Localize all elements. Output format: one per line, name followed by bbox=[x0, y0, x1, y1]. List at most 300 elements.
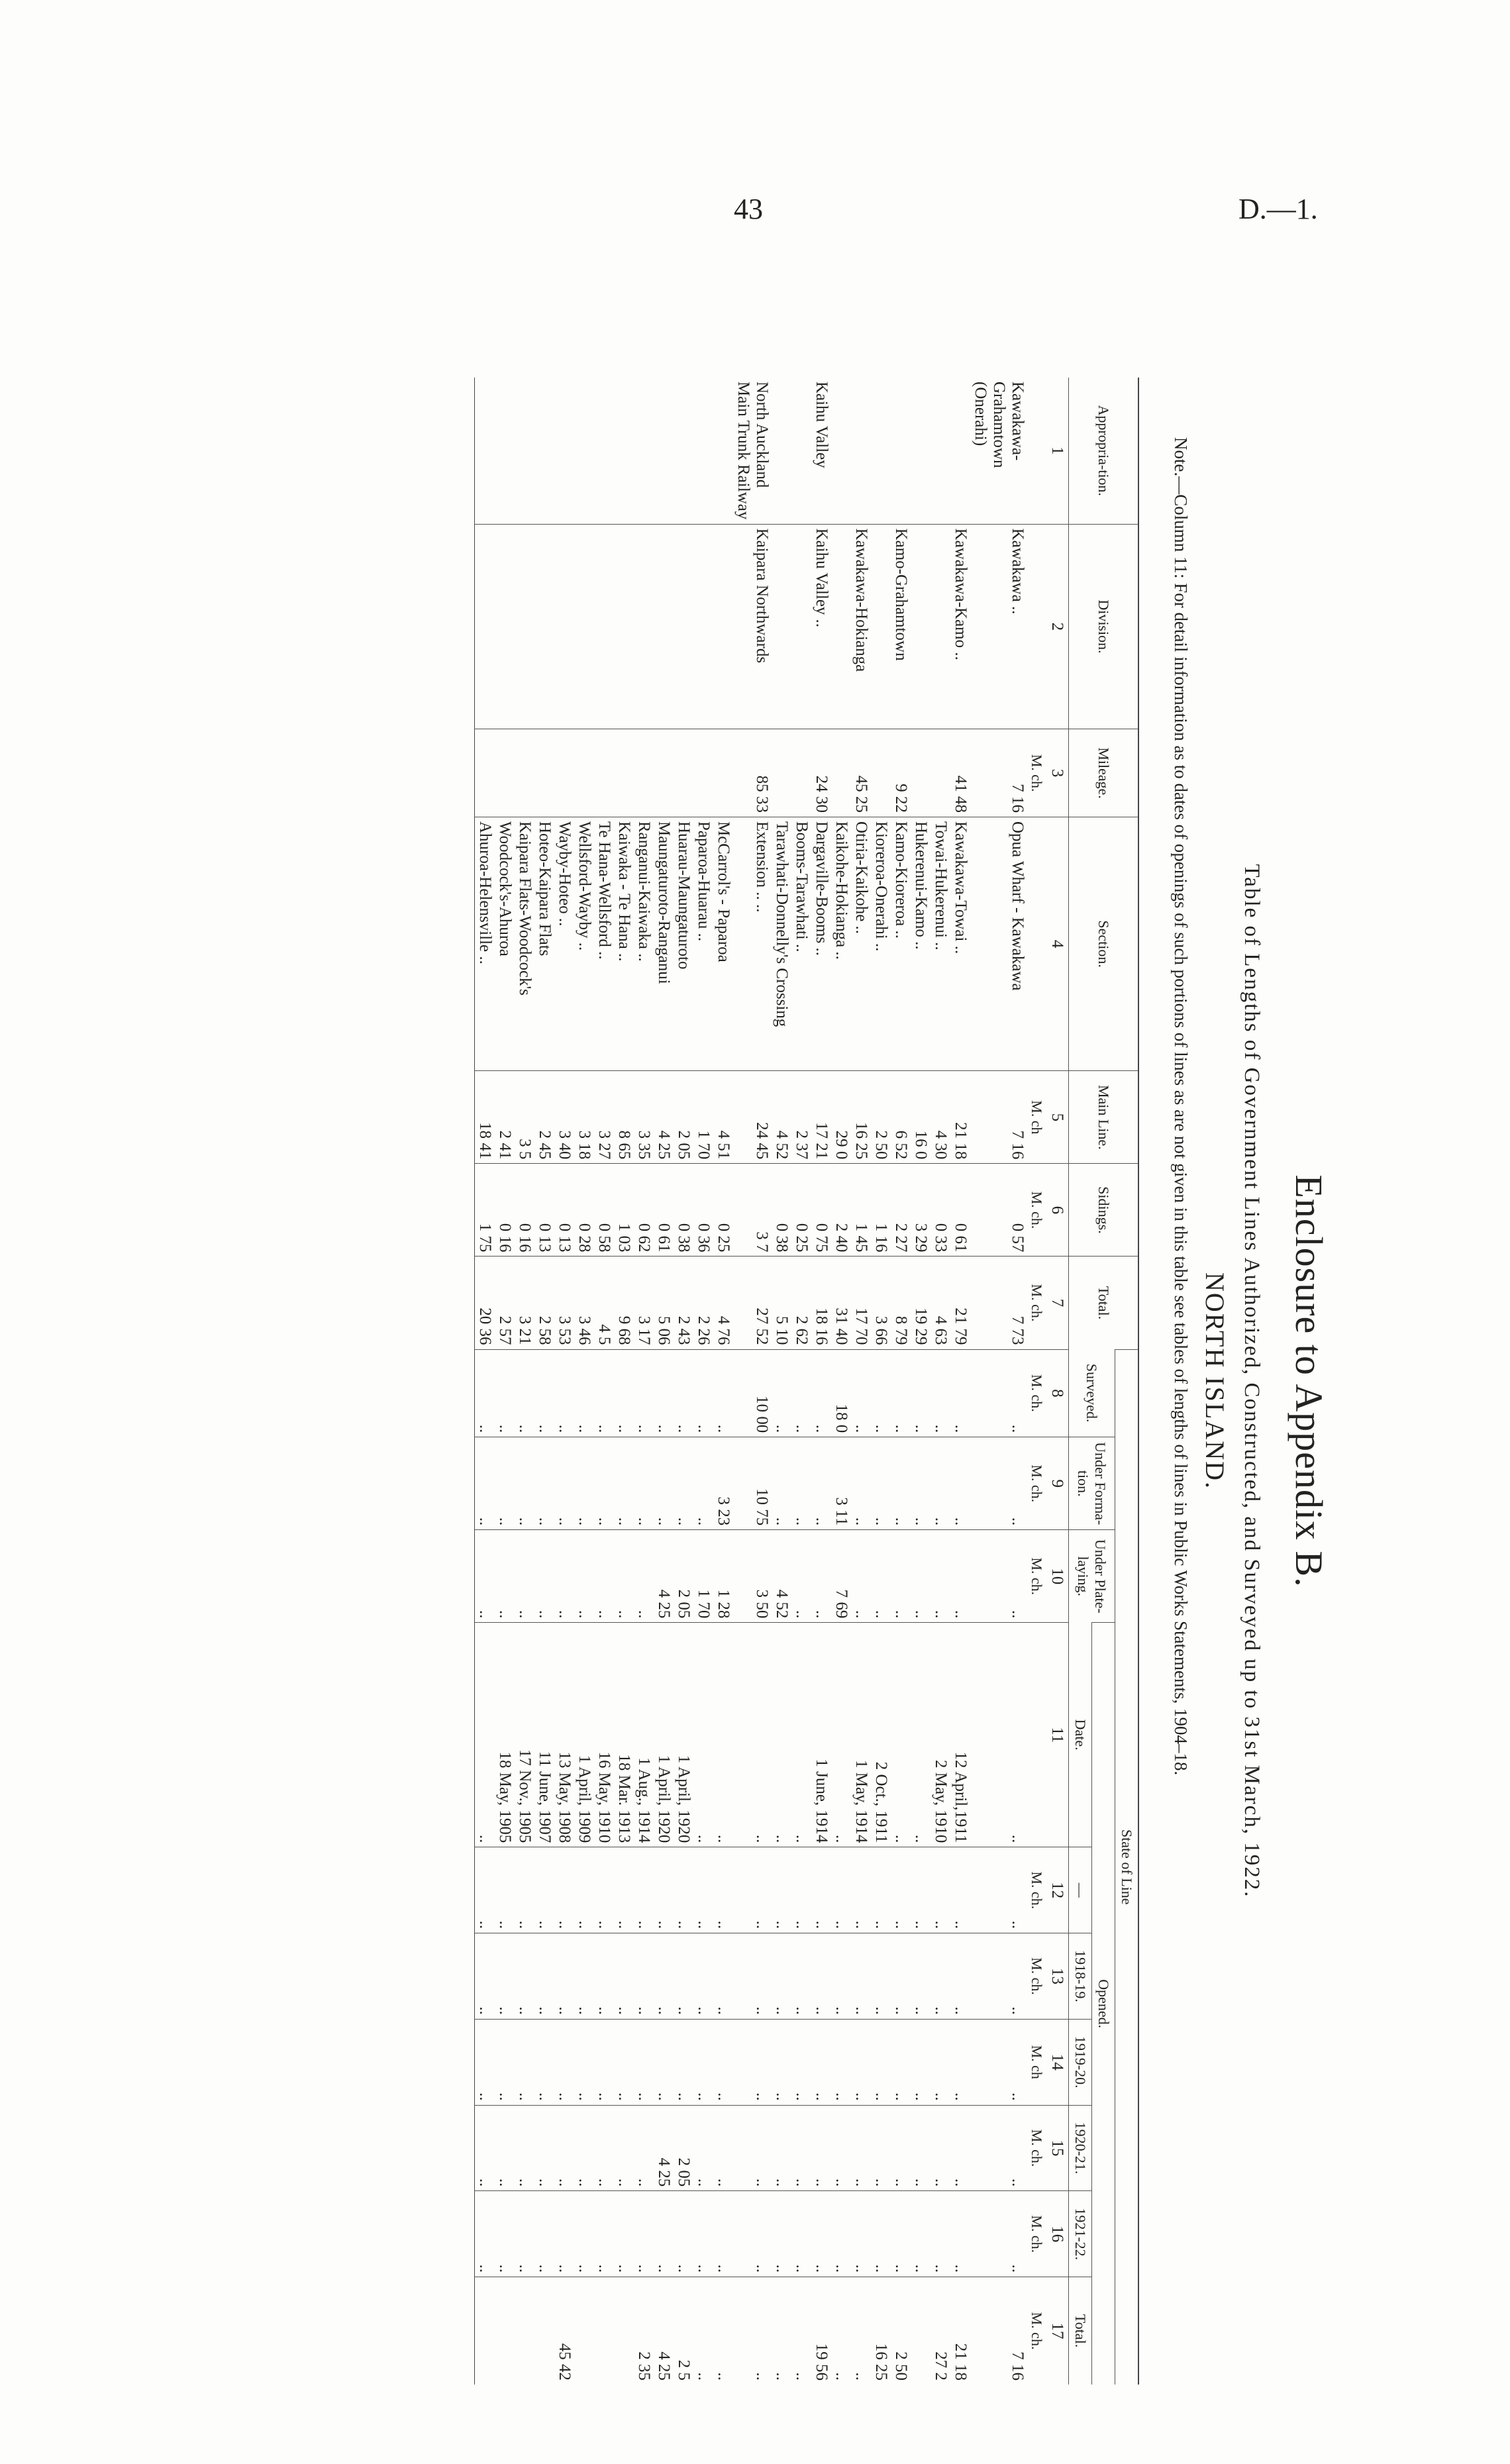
date-opened-cell: 17 Nov., 1905 bbox=[515, 1623, 534, 1847]
section-cell: Wellsford-Wayby .. bbox=[574, 817, 594, 1070]
opened-1919-20-cell: .. bbox=[831, 2019, 851, 2105]
opened-1920-21-cell: 2 05 bbox=[674, 2105, 693, 2191]
table-row bbox=[970, 378, 1027, 2385]
section-cell: Kamo-Kioreroa .. bbox=[891, 817, 911, 1070]
opened-total-cell bbox=[515, 2277, 534, 2385]
under-platelaying-cell: 1 28 bbox=[713, 1530, 733, 1623]
opened-dash-cell: .. bbox=[851, 1847, 871, 1933]
opened-1921-22-cell: .. bbox=[534, 2191, 554, 2277]
surveyed-cell: .. bbox=[871, 1349, 891, 1437]
opened-1918-19-cell: .. bbox=[772, 1933, 791, 2020]
table-row bbox=[534, 378, 554, 2385]
sidings-cell: 0 38 bbox=[674, 1164, 693, 1257]
date-opened-cell: .. bbox=[911, 1623, 931, 1847]
mileage-cell: 24 30 bbox=[811, 729, 831, 817]
opened-1919-20-cell: .. bbox=[791, 2019, 811, 2105]
sidings-cell: 1 03 bbox=[614, 1164, 634, 1257]
mileage-cell bbox=[871, 729, 891, 817]
mileage-cell bbox=[574, 729, 594, 817]
section-cell: Huarau-Maungaturoto bbox=[674, 817, 693, 1070]
total-cell: 18 16 bbox=[811, 1257, 831, 1349]
division-cell bbox=[614, 524, 634, 729]
appropriation-cell bbox=[871, 378, 891, 524]
total-cell: 27 52 bbox=[733, 1257, 772, 1349]
sidings-cell: 1 45 bbox=[851, 1164, 871, 1257]
opened-1920-21-cell: .. bbox=[475, 2105, 495, 2191]
column-number: 11 bbox=[1046, 1623, 1069, 1847]
table-row bbox=[891, 378, 911, 2385]
mileage-cell bbox=[534, 729, 554, 817]
total-cell: 2 26 bbox=[693, 1257, 713, 1349]
mileage-cell bbox=[515, 729, 534, 817]
mileage-cell bbox=[791, 729, 811, 817]
under-platelaying-cell: 7 69 bbox=[831, 1530, 851, 1623]
opened-1920-21-cell: .. bbox=[871, 2105, 891, 2191]
opened-dash-cell: .. bbox=[515, 1847, 534, 1933]
sidings-cell: 3 29 bbox=[911, 1164, 931, 1257]
table-row bbox=[831, 378, 851, 2385]
railway-lengths-table bbox=[474, 378, 1139, 2385]
date-opened-cell: 12 April,1911 bbox=[950, 1623, 970, 1847]
header-surveyed: Surveyed. bbox=[1069, 1349, 1115, 1437]
surveyed-cell: .. bbox=[772, 1349, 791, 1437]
under-formation-cell: .. bbox=[594, 1437, 614, 1530]
sidings-cell: 2 40 bbox=[831, 1164, 851, 1257]
opened-dash-cell: .. bbox=[554, 1847, 574, 1933]
main-line-cell: 29 0 bbox=[831, 1071, 851, 1164]
opened-total-cell bbox=[614, 2277, 634, 2385]
main-line-cell: 21 18 bbox=[950, 1071, 970, 1164]
section-cell: Towai-Hukerenui .. bbox=[931, 817, 950, 1070]
date-opened-cell: 11 June, 1907 bbox=[534, 1623, 554, 1847]
mileage-cell bbox=[554, 729, 574, 817]
surveyed-cell: .. bbox=[950, 1349, 970, 1437]
main-line-cell: 24 45 bbox=[733, 1071, 772, 1164]
opened-1920-21-cell: .. bbox=[733, 2105, 772, 2191]
opened-1918-19-cell: .. bbox=[811, 1933, 831, 2020]
mileage-cell bbox=[594, 729, 614, 817]
under-platelaying-cell: 1 70 bbox=[693, 1530, 713, 1623]
column-number: 9 bbox=[1046, 1437, 1069, 1530]
opened-dash-cell: .. bbox=[475, 1847, 495, 1933]
opened-dash-cell: .. bbox=[614, 1847, 634, 1933]
column-number: 14 bbox=[1046, 2019, 1069, 2105]
table-row bbox=[475, 378, 495, 2385]
main-line-cell: 4 30 bbox=[931, 1071, 950, 1164]
opened-1921-22-cell: .. bbox=[970, 2191, 1027, 2277]
main-line-cell: 4 52 bbox=[772, 1071, 791, 1164]
opened-1920-21-cell: .. bbox=[515, 2105, 534, 2191]
main-line-cell: 3 35 bbox=[634, 1071, 654, 1164]
division-cell bbox=[693, 524, 713, 729]
table-row bbox=[574, 378, 594, 2385]
total-cell: 3 46 bbox=[574, 1257, 594, 1349]
column-number: 17 bbox=[1046, 2277, 1069, 2385]
section-cell: Kaiwaka - Te Hana .. bbox=[614, 817, 634, 1070]
opened-total-cell: .. bbox=[831, 2277, 851, 2385]
opened-1920-21-cell: .. bbox=[772, 2105, 791, 2191]
opened-1918-19-cell: .. bbox=[713, 1933, 733, 2020]
opened-1919-20-cell: .. bbox=[475, 2019, 495, 2105]
mileage-cell bbox=[475, 729, 495, 817]
date-opened-cell: 1 Aug., 1914 bbox=[634, 1623, 654, 1847]
appropriation-cell bbox=[891, 378, 911, 524]
division-cell bbox=[495, 524, 515, 729]
opened-total-cell bbox=[911, 2277, 931, 2385]
under-formation-cell: .. bbox=[654, 1437, 674, 1530]
header-1918-19: 1918-19. bbox=[1069, 1933, 1092, 2020]
opened-1920-21-cell: .. bbox=[614, 2105, 634, 2191]
main-line-cell: 17 21 bbox=[811, 1071, 831, 1164]
under-formation-cell: .. bbox=[871, 1437, 891, 1530]
division-cell bbox=[772, 524, 791, 729]
appropriation-cell bbox=[831, 378, 851, 524]
section-cell: Tarawhati-Donnelly's Crossing bbox=[772, 817, 791, 1070]
opened-1921-22-cell: .. bbox=[634, 2191, 654, 2277]
opened-1919-20-cell: .. bbox=[534, 2019, 554, 2105]
opened-total-cell: .. bbox=[851, 2277, 871, 2385]
mileage-cell bbox=[911, 729, 931, 817]
opened-1921-22-cell: .. bbox=[475, 2191, 495, 2277]
mileage-cell bbox=[634, 729, 654, 817]
total-cell: 2 58 bbox=[534, 1257, 554, 1349]
opened-total-cell: 2 5 bbox=[674, 2277, 693, 2385]
opened-total-cell bbox=[534, 2277, 554, 2385]
mileage-cell bbox=[772, 729, 791, 817]
opened-1919-20-cell: .. bbox=[871, 2019, 891, 2105]
column-number: 3 bbox=[1046, 729, 1069, 817]
opened-total-cell bbox=[574, 2277, 594, 2385]
opened-1921-22-cell: .. bbox=[515, 2191, 534, 2277]
opened-1918-19-cell: .. bbox=[693, 1933, 713, 2020]
sidings-cell: 0 33 bbox=[931, 1164, 950, 1257]
column-number: 10 bbox=[1046, 1530, 1069, 1623]
under-platelaying-cell: .. bbox=[614, 1530, 634, 1623]
under-formation-cell: 3 11 bbox=[831, 1437, 851, 1530]
column-number: 15 bbox=[1046, 2105, 1069, 2191]
section-cell: McCarrol's - Paparoa bbox=[713, 817, 733, 1070]
column-number: 7 bbox=[1046, 1257, 1069, 1349]
opened-1920-21-cell: .. bbox=[693, 2105, 713, 2191]
under-platelaying-cell: .. bbox=[574, 1530, 594, 1623]
surveyed-cell: .. bbox=[654, 1349, 674, 1437]
division-cell: Kaipara Northwards bbox=[733, 524, 772, 729]
opened-1920-21-cell: .. bbox=[891, 2105, 911, 2191]
page-title: Enclosure to Appendix B. bbox=[1287, 1174, 1331, 1588]
under-formation-cell: .. bbox=[515, 1437, 534, 1530]
under-platelaying-cell: .. bbox=[871, 1530, 891, 1623]
sidings-cell: 0 13 bbox=[534, 1164, 554, 1257]
under-platelaying-cell: .. bbox=[515, 1530, 534, 1623]
opened-dash-cell: .. bbox=[911, 1847, 931, 1933]
under-platelaying-cell: .. bbox=[634, 1530, 654, 1623]
division-cell bbox=[871, 524, 891, 729]
opened-total-cell bbox=[495, 2277, 515, 2385]
division-cell bbox=[674, 524, 693, 729]
opened-dash-cell: .. bbox=[733, 1847, 772, 1933]
opened-1921-22-cell: .. bbox=[654, 2191, 674, 2277]
date-opened-cell: 2 May, 1910 bbox=[931, 1623, 950, 1847]
sidings-cell: 3 7 bbox=[733, 1164, 772, 1257]
opened-1919-20-cell: .. bbox=[970, 2019, 1027, 2105]
total-cell: 4 63 bbox=[931, 1257, 950, 1349]
opened-1918-19-cell: .. bbox=[791, 1933, 811, 2020]
under-platelaying-cell: .. bbox=[891, 1530, 911, 1623]
main-line-cell: 8 65 bbox=[614, 1071, 634, 1164]
surveyed-cell: .. bbox=[475, 1349, 495, 1437]
total-cell: 8 79 bbox=[891, 1257, 911, 1349]
appropriation-cell bbox=[674, 378, 693, 524]
unit-label: M. ch. bbox=[1027, 1933, 1046, 2020]
unit-label bbox=[1027, 378, 1046, 524]
section-cell: Kioreroa-Onerahi .. bbox=[871, 817, 891, 1070]
main-line-cell: 2 37 bbox=[791, 1071, 811, 1164]
main-line-cell: 3 40 bbox=[554, 1071, 574, 1164]
total-cell: 20 36 bbox=[475, 1257, 495, 1349]
appropriation-cell: Kawakawa-Grahamtown (Onerahi) bbox=[972, 382, 1027, 468]
opened-1919-20-cell: .. bbox=[614, 2019, 634, 2105]
sidings-cell: 0 58 bbox=[594, 1164, 614, 1257]
under-platelaying-cell: .. bbox=[554, 1530, 574, 1623]
appropriation-cell bbox=[594, 378, 614, 524]
under-platelaying-cell: .. bbox=[911, 1530, 931, 1623]
section-cell: Paparoa-Huarau .. bbox=[693, 817, 713, 1070]
table-row bbox=[674, 378, 693, 2385]
table-row bbox=[811, 378, 831, 2385]
table-row bbox=[733, 378, 772, 2385]
opened-1921-22-cell: .. bbox=[811, 2191, 831, 2277]
mileage-cell bbox=[654, 729, 674, 817]
mileage-cell bbox=[674, 729, 693, 817]
date-opened-cell: .. bbox=[713, 1623, 733, 1847]
section-cell: Hukerenui-Kamo .. bbox=[911, 817, 931, 1070]
opened-1919-20-cell: .. bbox=[950, 2019, 970, 2105]
total-cell: 9 68 bbox=[614, 1257, 634, 1349]
main-line-cell: 3 5 bbox=[515, 1071, 534, 1164]
header-under-formation: Under Forma-tion. bbox=[1069, 1437, 1115, 1530]
under-platelaying-cell: .. bbox=[851, 1530, 871, 1623]
under-formation-cell: .. bbox=[475, 1437, 495, 1530]
appropriation-cell bbox=[475, 378, 495, 524]
opened-1921-22-cell: .. bbox=[554, 2191, 574, 2277]
section-cell: Maungaturoto-Ranganui bbox=[654, 817, 674, 1070]
date-opened-cell: 16 May, 1910 bbox=[594, 1623, 614, 1847]
opened-1919-20-cell: .. bbox=[674, 2019, 693, 2105]
main-line-cell: 4 51 bbox=[713, 1071, 733, 1164]
date-opened-cell: .. bbox=[831, 1623, 851, 1847]
opened-1918-19-cell: .. bbox=[950, 1933, 970, 2020]
opened-1919-20-cell: .. bbox=[554, 2019, 574, 2105]
opened-1918-19-cell: .. bbox=[911, 1933, 931, 2020]
header-state-of-line: State of Line bbox=[1115, 1349, 1139, 2385]
opened-1921-22-cell: .. bbox=[871, 2191, 891, 2277]
mileage-cell bbox=[831, 729, 851, 817]
main-line-cell: 18 41 bbox=[475, 1071, 495, 1164]
opened-dash-cell: .. bbox=[495, 1847, 515, 1933]
under-formation-cell: .. bbox=[693, 1437, 713, 1530]
mileage-cell: 7 16 bbox=[970, 729, 1027, 817]
opened-1920-21-cell: .. bbox=[931, 2105, 950, 2191]
opened-1918-19-cell: .. bbox=[654, 1933, 674, 2020]
division-cell bbox=[515, 524, 534, 729]
surveyed-cell: .. bbox=[970, 1349, 1027, 1437]
under-formation-cell: 3 23 bbox=[713, 1437, 733, 1530]
table-row bbox=[495, 378, 515, 2385]
table-row bbox=[693, 378, 713, 2385]
header-1919-20: 1919-20. bbox=[1069, 2019, 1092, 2105]
division-cell: Kawakawa-Kamo .. bbox=[950, 524, 970, 729]
under-platelaying-cell: 3 50 bbox=[733, 1530, 772, 1623]
opened-1919-20-cell: .. bbox=[634, 2019, 654, 2105]
column-number: 13 bbox=[1046, 1933, 1069, 2020]
unit-label: M. ch bbox=[1027, 1071, 1046, 1164]
appropriation-cell bbox=[634, 378, 654, 524]
total-cell: 7 73 bbox=[970, 1257, 1027, 1349]
division-cell: Kamo-Grahamtown bbox=[891, 524, 911, 729]
unit-label: M. ch. bbox=[1027, 2191, 1046, 2277]
mileage-cell: 41 48 bbox=[950, 729, 970, 817]
column-number: 16 bbox=[1046, 2191, 1069, 2277]
table-row bbox=[614, 378, 634, 2385]
date-opened-cell: 2 Oct., 1911 bbox=[871, 1623, 891, 1847]
section-cell: Opua Wharf - Kawakawa bbox=[970, 817, 1027, 1070]
appropriation-cell bbox=[772, 378, 791, 524]
opened-dash-cell: .. bbox=[534, 1847, 554, 1933]
under-platelaying-cell: .. bbox=[534, 1530, 554, 1623]
opened-dash-cell: .. bbox=[634, 1847, 654, 1933]
opened-1918-19-cell: .. bbox=[574, 1933, 594, 2020]
opened-1919-20-cell: .. bbox=[515, 2019, 534, 2105]
appropriation-cell bbox=[515, 378, 534, 524]
under-platelaying-cell: .. bbox=[931, 1530, 950, 1623]
date-opened-cell: .. bbox=[791, 1623, 811, 1847]
section-cell: Kaikohe-Hokianga .. bbox=[831, 817, 851, 1070]
opened-1921-22-cell: .. bbox=[831, 2191, 851, 2277]
under-formation-cell: .. bbox=[911, 1437, 931, 1530]
column-number-row bbox=[1046, 378, 1069, 2385]
header-mileage: Mileage. bbox=[1069, 729, 1139, 817]
opened-total-cell: 27 2 bbox=[931, 2277, 950, 2385]
total-cell: 2 43 bbox=[674, 1257, 693, 1349]
column-number: 4 bbox=[1046, 817, 1069, 1070]
surveyed-cell: .. bbox=[554, 1349, 574, 1437]
sidings-cell: 0 16 bbox=[515, 1164, 534, 1257]
mileage-cell: 45 25 bbox=[851, 729, 871, 817]
header-sidings: Sidings. bbox=[1069, 1164, 1139, 1257]
opened-1920-21-cell: .. bbox=[851, 2105, 871, 2191]
main-line-cell: 3 27 bbox=[594, 1071, 614, 1164]
date-opened-cell: 18 May, 1905 bbox=[495, 1623, 515, 1847]
opened-1918-19-cell: .. bbox=[871, 1933, 891, 2020]
sidings-cell: 0 25 bbox=[791, 1164, 811, 1257]
table-row bbox=[772, 378, 791, 2385]
opened-total-cell: 2 50 bbox=[891, 2277, 911, 2385]
opened-1918-19-cell: .. bbox=[891, 1933, 911, 2020]
date-opened-cell: 1 June, 1914 bbox=[811, 1623, 831, 1847]
opened-1918-19-cell: .. bbox=[970, 1933, 1027, 2020]
main-line-cell: 3 18 bbox=[574, 1071, 594, 1164]
division-cell: Kaihu Valley .. bbox=[811, 524, 831, 729]
opened-dash-cell: .. bbox=[950, 1847, 970, 1933]
sidings-cell: 0 38 bbox=[772, 1164, 791, 1257]
appropriation-cell bbox=[614, 378, 634, 524]
opened-1918-19-cell: .. bbox=[634, 1933, 654, 2020]
opened-1918-19-cell: .. bbox=[554, 1933, 574, 2020]
division-cell bbox=[931, 524, 950, 729]
column-number: 1 bbox=[1048, 446, 1066, 455]
under-platelaying-cell: 2 05 bbox=[674, 1530, 693, 1623]
opened-1919-20-cell: .. bbox=[574, 2019, 594, 2105]
section-cell: Booms-Tarawhati .. bbox=[791, 817, 811, 1070]
under-platelaying-cell: .. bbox=[594, 1530, 614, 1623]
opened-1920-21-cell: .. bbox=[554, 2105, 574, 2191]
opened-total-cell: .. bbox=[733, 2277, 772, 2385]
total-cell: 5 06 bbox=[654, 1257, 674, 1349]
surveyed-cell: .. bbox=[614, 1349, 634, 1437]
under-formation-cell: .. bbox=[534, 1437, 554, 1530]
total-cell: 2 57 bbox=[495, 1257, 515, 1349]
opened-1920-21-cell: .. bbox=[634, 2105, 654, 2191]
page-number: 43 bbox=[734, 193, 763, 225]
under-formation-cell: 10 75 bbox=[733, 1437, 772, 1530]
total-cell: 19 29 bbox=[911, 1257, 931, 1349]
sidings-cell: 1 75 bbox=[475, 1164, 495, 1257]
opened-1920-21-cell: .. bbox=[534, 2105, 554, 2191]
appropriation-cell bbox=[911, 378, 931, 524]
appropriation-cell bbox=[554, 378, 574, 524]
header-main-line: Main Line. bbox=[1069, 1071, 1139, 1164]
date-opened-cell: 1 April, 1920 bbox=[654, 1623, 674, 1847]
opened-total-cell: 16 25 bbox=[871, 2277, 891, 2385]
unit-label: M. ch. bbox=[1027, 1257, 1046, 1349]
opened-total-cell: 19 56 bbox=[811, 2277, 831, 2385]
unit-label: M. ch. bbox=[1027, 1164, 1046, 1257]
opened-1918-19-cell: .. bbox=[534, 1933, 554, 2020]
opened-dash-cell: .. bbox=[594, 1847, 614, 1933]
opened-1919-20-cell: .. bbox=[891, 2019, 911, 2105]
opened-dash-cell: .. bbox=[970, 1847, 1027, 1933]
opened-1921-22-cell: .. bbox=[495, 2191, 515, 2277]
total-cell: 4 76 bbox=[713, 1257, 733, 1349]
section-cell: Extension .. .. bbox=[733, 817, 772, 1070]
opened-1918-19-cell: .. bbox=[851, 1933, 871, 2020]
opened-1918-19-cell: .. bbox=[831, 1933, 851, 2020]
unit-label bbox=[1027, 524, 1046, 729]
total-cell: 21 79 bbox=[950, 1257, 970, 1349]
under-formation-cell: .. bbox=[772, 1437, 791, 1530]
opened-total-cell: .. bbox=[772, 2277, 791, 2385]
unit-label: M. ch. bbox=[1027, 1349, 1046, 1437]
total-cell: 3 21 bbox=[515, 1257, 534, 1349]
division-cell bbox=[911, 524, 931, 729]
surveyed-cell: 18 0 bbox=[831, 1349, 851, 1437]
table-body bbox=[475, 378, 1046, 2385]
section-cell: Ranganui-Kaiwaka .. bbox=[634, 817, 654, 1070]
opened-dash-cell: .. bbox=[654, 1847, 674, 1933]
opened-total-cell bbox=[594, 2277, 614, 2385]
header-total: Total. bbox=[1069, 1257, 1139, 1349]
section-cell: Te Hana-Wellsford .. bbox=[594, 817, 614, 1070]
appropriation-cell bbox=[950, 378, 970, 524]
table-row bbox=[634, 378, 654, 2385]
mileage-cell bbox=[713, 729, 733, 817]
opened-1918-19-cell: .. bbox=[614, 1933, 634, 2020]
under-platelaying-cell: .. bbox=[475, 1530, 495, 1623]
table-row bbox=[911, 378, 931, 2385]
opened-1918-19-cell: .. bbox=[674, 1933, 693, 2020]
main-line-cell: 2 50 bbox=[871, 1071, 891, 1164]
main-line-cell: 7 16 bbox=[970, 1071, 1027, 1164]
